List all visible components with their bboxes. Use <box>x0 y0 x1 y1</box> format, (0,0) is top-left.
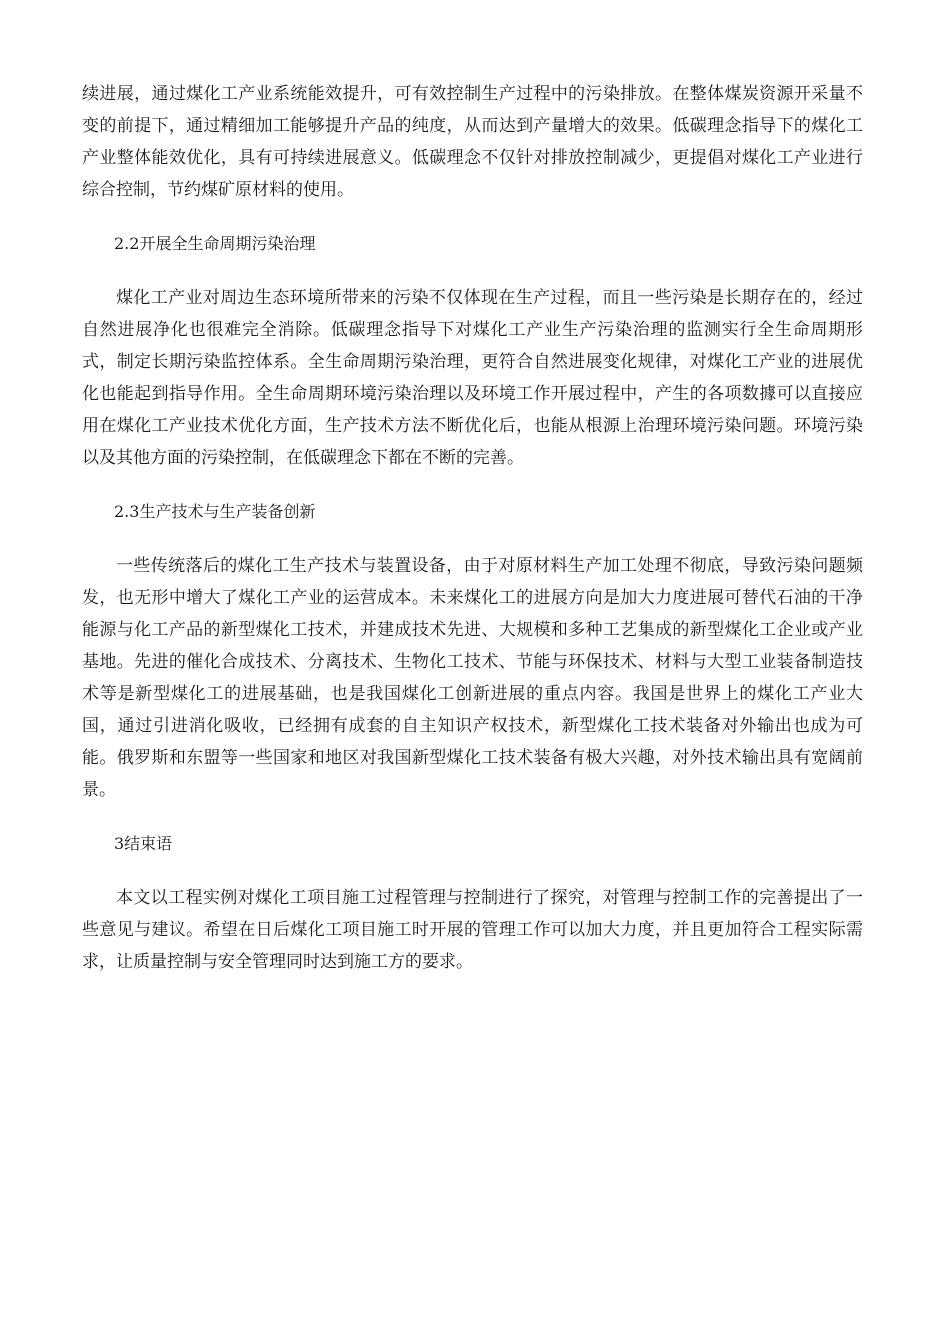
section-heading-2-3: 2.3生产技术与生产装备创新 <box>114 502 316 521</box>
section-heading-2-2: 2.2开展全生命周期污染治理 <box>114 234 316 253</box>
paragraph-technology-innovation: 一些传统落后的煤化工生产技术与装置设备，由于对原材料生产加工处理不彻底，导致污染问题频发，也无形中增大了煤化工产业的运营成本。未来煤化工的进展方向是加大力度进展可替代石油的干净能源与化工产品的新型煤化工技术，并建成技术先进、大规模和多种工艺集成的新型煤化工企业或产业基地。先进的催化合成技术、分离技术、生物化工技术、节能与环保技术、材料与大型工业装备制造技术等是新型煤化工的进展基础，也是我国煤化工创新进展的重点内容。我国是世界上的煤化工产业大国，通过引进消化吸收，已经拥有成套的自主知识产权技术，新型煤化工技术装备对外输出也成为可能。俄罗斯和东盟等一些国家和地区对我国新型煤化工技术装备有极大兴趣，对外技术输出具有宽阔前景。 <box>82 556 863 800</box>
document-body <box>82 78 863 978</box>
section-heading-3: 3结束语 <box>114 834 173 853</box>
paragraph-conclusion: 本文以工程实例对煤化工项目施工过程管理与控制进行了探究，对管理与控制工作的完善提出了一些意见与建议。希望在日后煤化工项目施工时开展的管理工作可以加大力度，并且更加符合工程实际需求，让质量控制与安全管理同时达到施工方的要求。 <box>82 888 863 972</box>
paragraph-continued: 续进展，通过煤化工产业系统能效提升，可有效控制生产过程中的污染排放。在整体煤炭资源开采量不变的前提下，通过精细加工能够提升产品的纯度，从而达到产量增大的效果。低碳理念指导下的煤化工产业整体能效优化，具有可持续进展意义。低碳理念不仅针对排放控制减少，更提倡对煤化工产业进行综合控制，节约煤矿原材料的使用。 <box>82 84 863 200</box>
paragraph-lifecycle-pollution: 煤化工产业对周边生态环境所带来的污染不仅体现在生产过程，而且一些污染是长期存在的，经过自然进展净化也很难完全消除。低碳理念指导下对煤化工产业生产污染治理的监测实行全生命周期形式，制定长期污染监控体系。全生命周期污染治理，更符合自然进展变化规律，对煤化工产业的进展优化也能起到指导作用。全生命周期环境污染治理以及环境工作开展过程中，产生的各项数據可以直接应用在煤化工产业技术优化方面，生产技术方法不断优化后，也能从根源上治理环境污染问题。环境污染以及其他方面的污染控制，在低碳理念下都在不断的完善。 <box>82 288 863 468</box>
